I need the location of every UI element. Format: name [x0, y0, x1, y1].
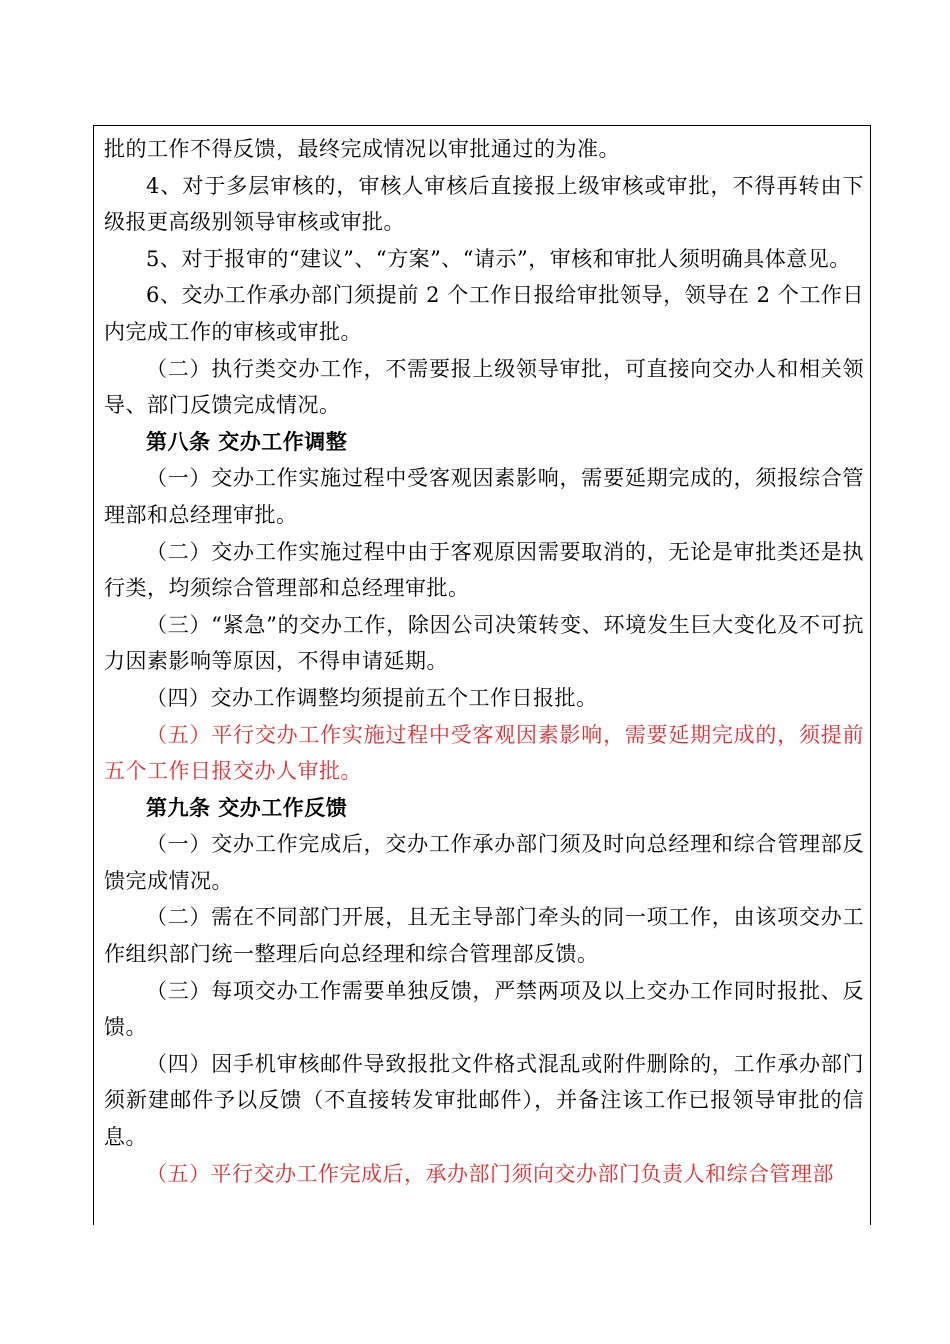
article-9-clause-3: （三）每项交办工作需要单独反馈，严禁两项及以上交办工作同时报批、反馈。 [104, 978, 864, 1040]
article-9-clause-5-highlight: （五）平行交办工作完成后，承办部门须向交办部门负责人和综合管理部 [146, 1161, 834, 1186]
article-9-clause-4: （四）因手机审核邮件导致报批文件格式混乱或附件删除的，工作承办部门须新建邮件予以反馈（不直接转发审批邮件），并备注该工作已报领导审批的信息。 [104, 1051, 864, 1150]
paragraph-item-4: 4、对于多层审核的，审核人审核后直接报上级审核或审批，不得再转由下级报更高级别领导审核或审批。 [104, 173, 864, 235]
article-8-heading: 第八条 交办工作调整 [146, 428, 348, 454]
document-body [104, 131, 864, 1192]
article-8-clause-5-highlight: （五）平行交办工作实施过程中受客观因素影响，需要延期完成的，须提前五个工作日报交办人审批。 [104, 722, 864, 784]
article-8-clause-1: （一）交办工作实施过程中受客观因素影响，需要延期完成的，须报综合管理部和总经理审批。 [104, 466, 864, 527]
paragraph-item-6: 6、交办工作承办部门须提前 2 个工作日报给审批领导，领导在 2 个工作日内完成工作的审核或审批。 [104, 283, 864, 344]
paragraph-item-5: 5、对于报审的“建议”、“方案”、“请示”，审核和审批人须明确具体意见。 [146, 246, 851, 271]
article-9-heading: 第九条 交办工作反馈 [146, 794, 348, 820]
article-8-clause-2: （二）交办工作实施过程中由于客观原因需要取消的，无论是审批类还是执行类，均须综合管理部和总经理审批。 [104, 539, 864, 601]
article-8-clause-4: （四）交办工作调整均须提前五个工作日报批。 [146, 685, 598, 710]
document-frame [93, 125, 871, 1225]
article-8-clause-3: （三）“紧急”的交办工作，除因公司决策转变、环境发生巨大变化及不可抗力因素影响等原因，不得申请延期。 [104, 612, 864, 674]
paragraph-execution-type: （二）执行类交办工作，不需要报上级领导审批，可直接向交办人和相关领导、部门反馈完成情况。 [104, 356, 864, 418]
article-9-clause-1: （一）交办工作完成后，交办工作承办部门须及时向总经理和综合管理部反馈完成情况。 [104, 832, 864, 893]
paragraph-continuation: 批的工作不得反馈，最终完成情况以审批通过的为准。 [104, 137, 620, 161]
article-9-clause-2: （二）需在不同部门开展，且无主导部门牵头的同一项工作，由该项交办工作组织部门统一整理后向总经理和综合管理部反馈。 [104, 905, 864, 967]
